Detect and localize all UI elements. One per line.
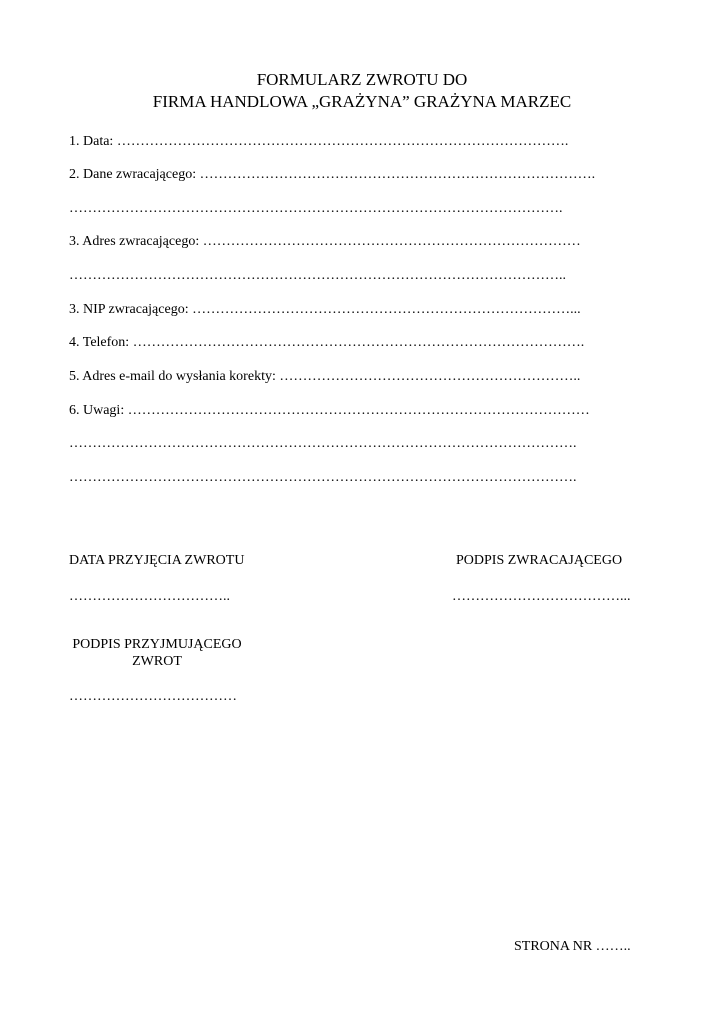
date-received-line: ……………………………..: [69, 589, 230, 604]
form-title: FORMULARZ ZWROTU DO: [256, 70, 468, 89]
date-received-label: DATA PRZYJĘCIA ZWROTU: [69, 553, 245, 568]
field-email: 5. Adres e-mail do wysłania korekty: ………………………………………………………..: [69, 369, 581, 384]
returner-signature-label: PODPIS ZWRACAJĄCEGO: [456, 553, 623, 568]
field-returner-address: 3. Adres zwracającego: ………………………………………………………………………: [69, 234, 581, 249]
field-notes: 6. Uwagi: ………………………………………………………………………………………: [69, 403, 590, 418]
receiver-signature-line: ………………………………: [69, 689, 237, 704]
field-returner-nip: 3. NIP zwracającego: ………………………………………………………………………...: [69, 302, 581, 317]
field-phone: 4. Telefon: …………………………………………………………………………………….: [69, 335, 585, 350]
field-date: 1. Data: …………………………………………………………………………………….: [69, 134, 569, 149]
receiver-signature-label-line1: PODPIS PRZYJMUJĄCEGO: [72, 637, 242, 652]
field-notes-continuation-2: ……………………………………………………………………………………………….: [69, 470, 577, 485]
company-name: FIRMA HANDLOWA „GRAŻYNA” GRAŻYNA MARZEC: [152, 92, 572, 111]
receiver-signature-label-line2: ZWROT: [132, 654, 182, 669]
returner-signature-line: ………………………………...: [452, 589, 631, 604]
field-returner-data-continuation: …………………………………………………………………………………………….: [69, 201, 563, 216]
field-notes-continuation-1: ……………………………………………………………………………………………….: [69, 436, 577, 451]
field-returner-data: 2. Dane zwracającego: ………………………………………………………………………….: [69, 167, 596, 182]
receiver-signature-label: [69, 636, 245, 670]
field-returner-address-continuation: ……………………………………………………………………………………………..: [69, 268, 566, 283]
page-number: STRONA NR ……..: [514, 939, 631, 954]
